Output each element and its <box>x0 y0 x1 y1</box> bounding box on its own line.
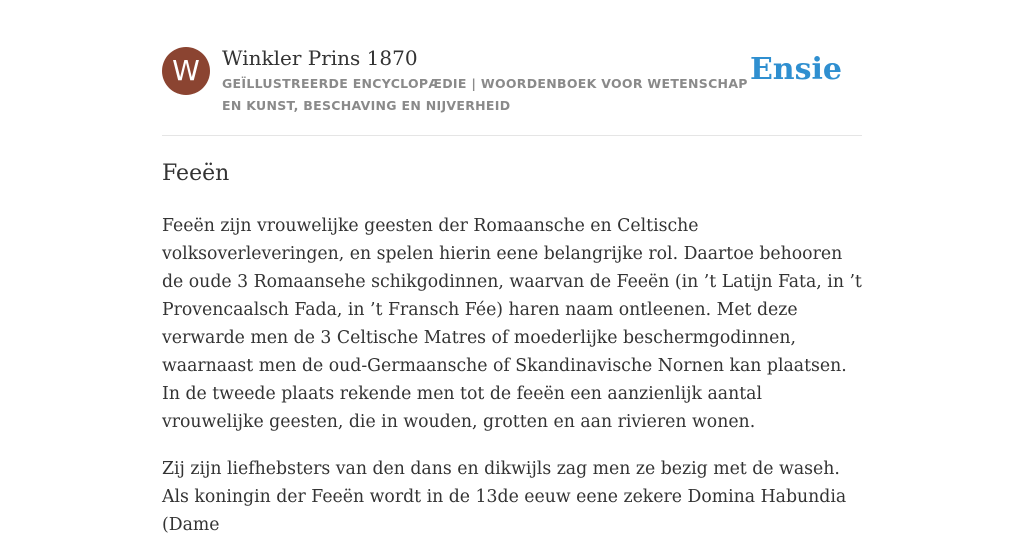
entry-paragraph: Feeën zijn vrouwelijke geesten der Romaansche en Celtische volksoverleveringen, en spelen hierin eene belangrijke rol. Daartoe behooren de oude 3 Romaansehe schikgodinnen, waarvan de Feeën (in ’t Latijn Fata, in ’t Provencaalsch Fada, in ’t Fransch Fée) haren naam ontleenen. Met deze verwarde men de 3 Celtische Matres of moederlijke beschermgodinnen, waarnaast men de oud-Germaansche of Skandinavische Nornen kan plaatsen. In de tweede plaats rekende men tot de feeën een aanzienlijk aantal vrouwelijke geesten, die in wouden, grotten en aan rivieren wonen. <box>162 216 862 432</box>
source-subtitle: GEÏLLUSTREERDE ENCYCLOPÆDIE | WOORDENBOEK VOOR WETENSCHAP EN KUNST, BESCHAVING EN NIJVERHEID <box>222 76 748 113</box>
header-divider <box>162 135 862 136</box>
header <box>162 46 862 136</box>
ensie-logo-link[interactable]: Ensie <box>749 52 842 87</box>
source-avatar[interactable]: W <box>162 47 210 95</box>
entry-title: Feeën <box>162 161 230 186</box>
entry-content <box>162 212 862 558</box>
source-title[interactable]: Winkler Prins 1870 <box>222 46 418 70</box>
entry-paragraph: Zij zijn liefhebsters van den dans en dikwijls zag men ze bezig met de waseh. Als koningin der Feeën wordt in de 13de eeuw eene zekere Domina Habundia (Dame <box>162 459 847 535</box>
